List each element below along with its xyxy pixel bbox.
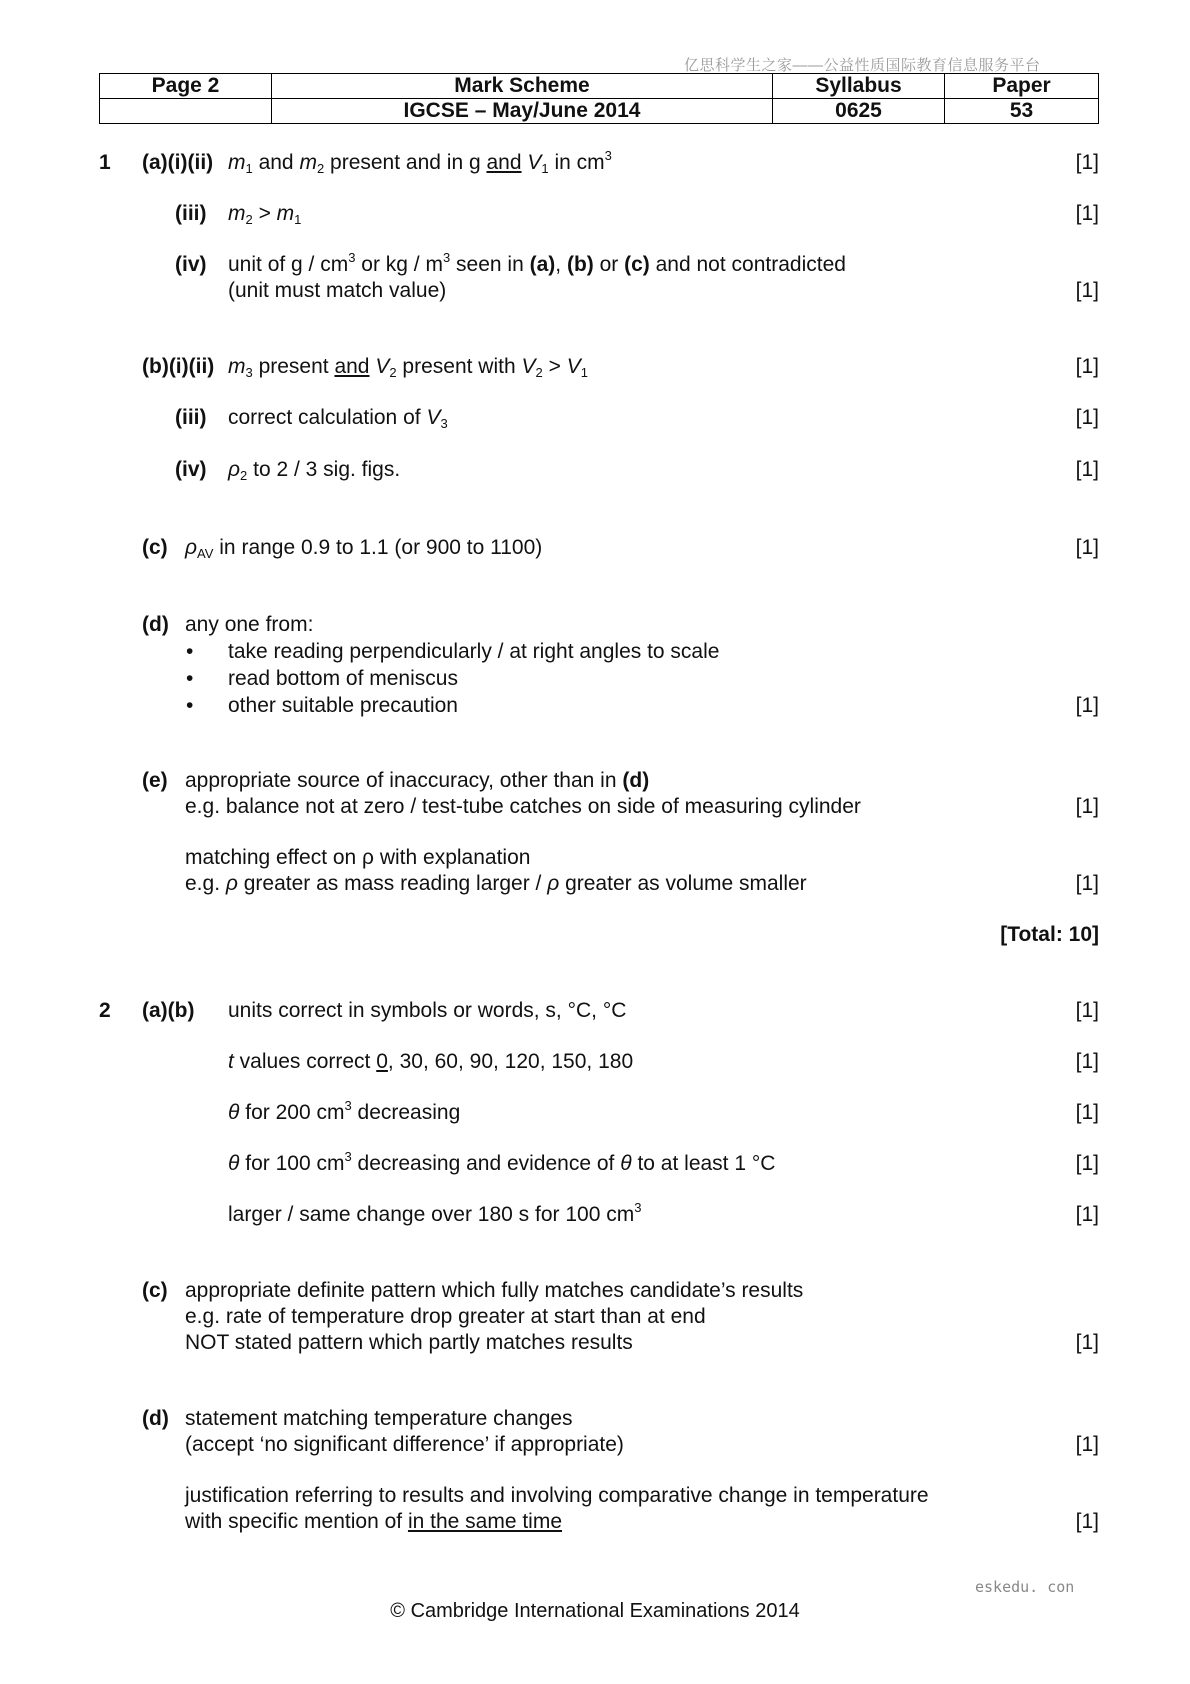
mark: [1] xyxy=(1075,1050,1099,1073)
q2-c-label: (c) xyxy=(142,1279,168,1302)
header-title: Mark Scheme xyxy=(272,74,773,99)
q1-d-bullet-2: read bottom of meniscus xyxy=(228,667,458,690)
mark: [1] xyxy=(1075,694,1099,717)
footer-copyright: © Cambridge International Examinations 2014 xyxy=(390,1600,800,1622)
header-paper: 53 xyxy=(945,99,1099,124)
q2-d-text4 xyxy=(185,1509,562,1535)
mark: [1] xyxy=(1075,999,1099,1022)
q1-e-text3: matching effect on ρ with explanation xyxy=(185,846,531,869)
q1-a-text: $m_1$ and $m_2$ present and in g and $V_1$ in $cm^3$ xyxy=(228,148,612,176)
mark: [1] xyxy=(1075,1203,1099,1226)
q1-b-iii-text: correct calculation of $V_3$ xyxy=(228,406,448,431)
mark: [1] xyxy=(1075,1331,1099,1354)
q2-d-text1: statement matching temperature changes xyxy=(185,1407,573,1430)
q1-b-iii-words: correct calculation of xyxy=(228,406,421,429)
q2-c-text3: NOT stated pattern which partly matches results xyxy=(185,1331,633,1354)
mark: [1] xyxy=(1075,458,1099,481)
q2-ab-label: (a)(b) xyxy=(142,999,195,1022)
q1-b-iv-words: to 2 / 3 sig. figs. xyxy=(253,458,401,481)
q1-number: 1 xyxy=(99,151,111,174)
q2-ab-text: units correct in symbols or words, s, °C, °C xyxy=(228,999,627,1022)
q1-total: [Total: 10] xyxy=(1000,923,1099,946)
bullet-icon: • xyxy=(186,667,194,690)
q1-b-iv-label: (iv) xyxy=(175,458,207,481)
q2-c-text1: appropriate definite pattern which fully matches candidate’s results xyxy=(185,1279,804,1302)
mark: [1] xyxy=(1075,151,1099,174)
q1-a-iv-label: (iv) xyxy=(175,253,207,276)
mark: [1] xyxy=(1075,1433,1099,1456)
q1-e-label: (e) xyxy=(142,769,168,792)
q2-theta100-text: θ for 100 $cm^3$ decreasing and evidence of θ to at least 1 °C xyxy=(228,1149,776,1175)
q2-d-text2: (accept ‘no significant difference’ if appropriate) xyxy=(185,1433,624,1456)
bullet-icon: • xyxy=(186,694,194,717)
q1-c-label: (c) xyxy=(142,536,168,559)
watermark: 亿思科学生之家——公益性质国际教育信息服务平台 xyxy=(684,57,1041,74)
site-watermark: eskedu. con xyxy=(975,1578,1075,1596)
q2-theta200-text: θ for 200 $cm^3$ decreasing xyxy=(228,1098,461,1124)
q1-a-label: (a)(i)(ii) xyxy=(142,151,214,174)
q1-b-label: (b)(i)(ii) xyxy=(142,355,215,378)
q1-d-label: (d) xyxy=(142,613,169,636)
q1-d-bullet-3: other suitable precaution xyxy=(228,694,458,717)
q1-a-iv-text: unit of g / $cm^3$ or kg / $m^3$ seen in (a), (b) or (c) and not contradicted xyxy=(228,250,846,276)
q2-d-text3: justification referring to results and involving comparative change in temperature xyxy=(185,1484,929,1507)
mark: [1] xyxy=(1075,355,1099,378)
q1-a-iii-label: (iii) xyxy=(175,202,207,225)
mark: [1] xyxy=(1075,795,1099,818)
header-table xyxy=(99,73,1099,124)
q2-number: 2 xyxy=(99,999,111,1022)
q1-d-intro: any one from: xyxy=(185,613,314,636)
header-page: Page 2 xyxy=(100,74,272,99)
header-empty xyxy=(100,99,272,124)
mark: [1] xyxy=(1075,279,1099,302)
q1-c-text: $\rho_{AV}$ in range 0.9 to 1.1 (or 900 to 1100) xyxy=(185,536,543,561)
mark: [1] xyxy=(1075,1101,1099,1124)
q1-e-ref: (d) xyxy=(622,769,650,792)
q2-t-text: t values correct 0, 30, 60, 90, 120, 150, 180 xyxy=(228,1050,634,1073)
bullet-icon: • xyxy=(186,640,194,663)
q1-a-iii-text: $m_2 > m_1$ xyxy=(228,202,302,227)
q1-e-words: appropriate source of inaccuracy, other than in xyxy=(185,769,617,792)
q1-e-text4: e.g. ρ greater as mass reading larger / ρ greater as volume smaller xyxy=(185,872,807,895)
q2-c-text2: e.g. rate of temperature drop greater at start than at end xyxy=(185,1305,706,1328)
mark: [1] xyxy=(1075,406,1099,429)
header-syllabus: 0625 xyxy=(773,99,945,124)
q1-a-iv-text2: (unit must match value) xyxy=(228,279,447,302)
q2-d-emph: in the same time xyxy=(407,1510,563,1533)
q1-b-iv-text: $\rho_2$ to 2 / 3 sig. figs. xyxy=(228,458,401,483)
mark: [1] xyxy=(1075,1152,1099,1175)
q2-d-words: with specific mention of xyxy=(185,1510,403,1533)
q2-larger-text: larger / same change over 180 s for 100 $cm^3$ xyxy=(228,1200,642,1226)
mark: [1] xyxy=(1075,202,1099,225)
q1-e-text2: e.g. balance not at zero / test-tube catches on side of measuring cylinder xyxy=(185,795,861,818)
q1-b-iii-label: (iii) xyxy=(175,406,207,429)
q1-c-words: in range 0.9 to 1.1 (or 900 to 1100) xyxy=(219,536,543,559)
q2-d-label: (d) xyxy=(142,1407,169,1430)
mark: [1] xyxy=(1075,536,1099,559)
header-syllabus-label: Syllabus xyxy=(773,74,945,99)
q1-d-bullet-1: take reading perpendicularly / at right angles to scale xyxy=(228,640,720,663)
q1-b-text: $m_3$ present and $V_2$ present with $V_2 > V_1$ xyxy=(228,355,588,380)
header-paper-label: Paper xyxy=(945,74,1099,99)
header-exam: IGCSE – May/June 2014 xyxy=(272,99,773,124)
mark: [1] xyxy=(1075,1510,1099,1533)
mark: [1] xyxy=(1075,872,1099,895)
q1-e-text xyxy=(185,768,649,794)
